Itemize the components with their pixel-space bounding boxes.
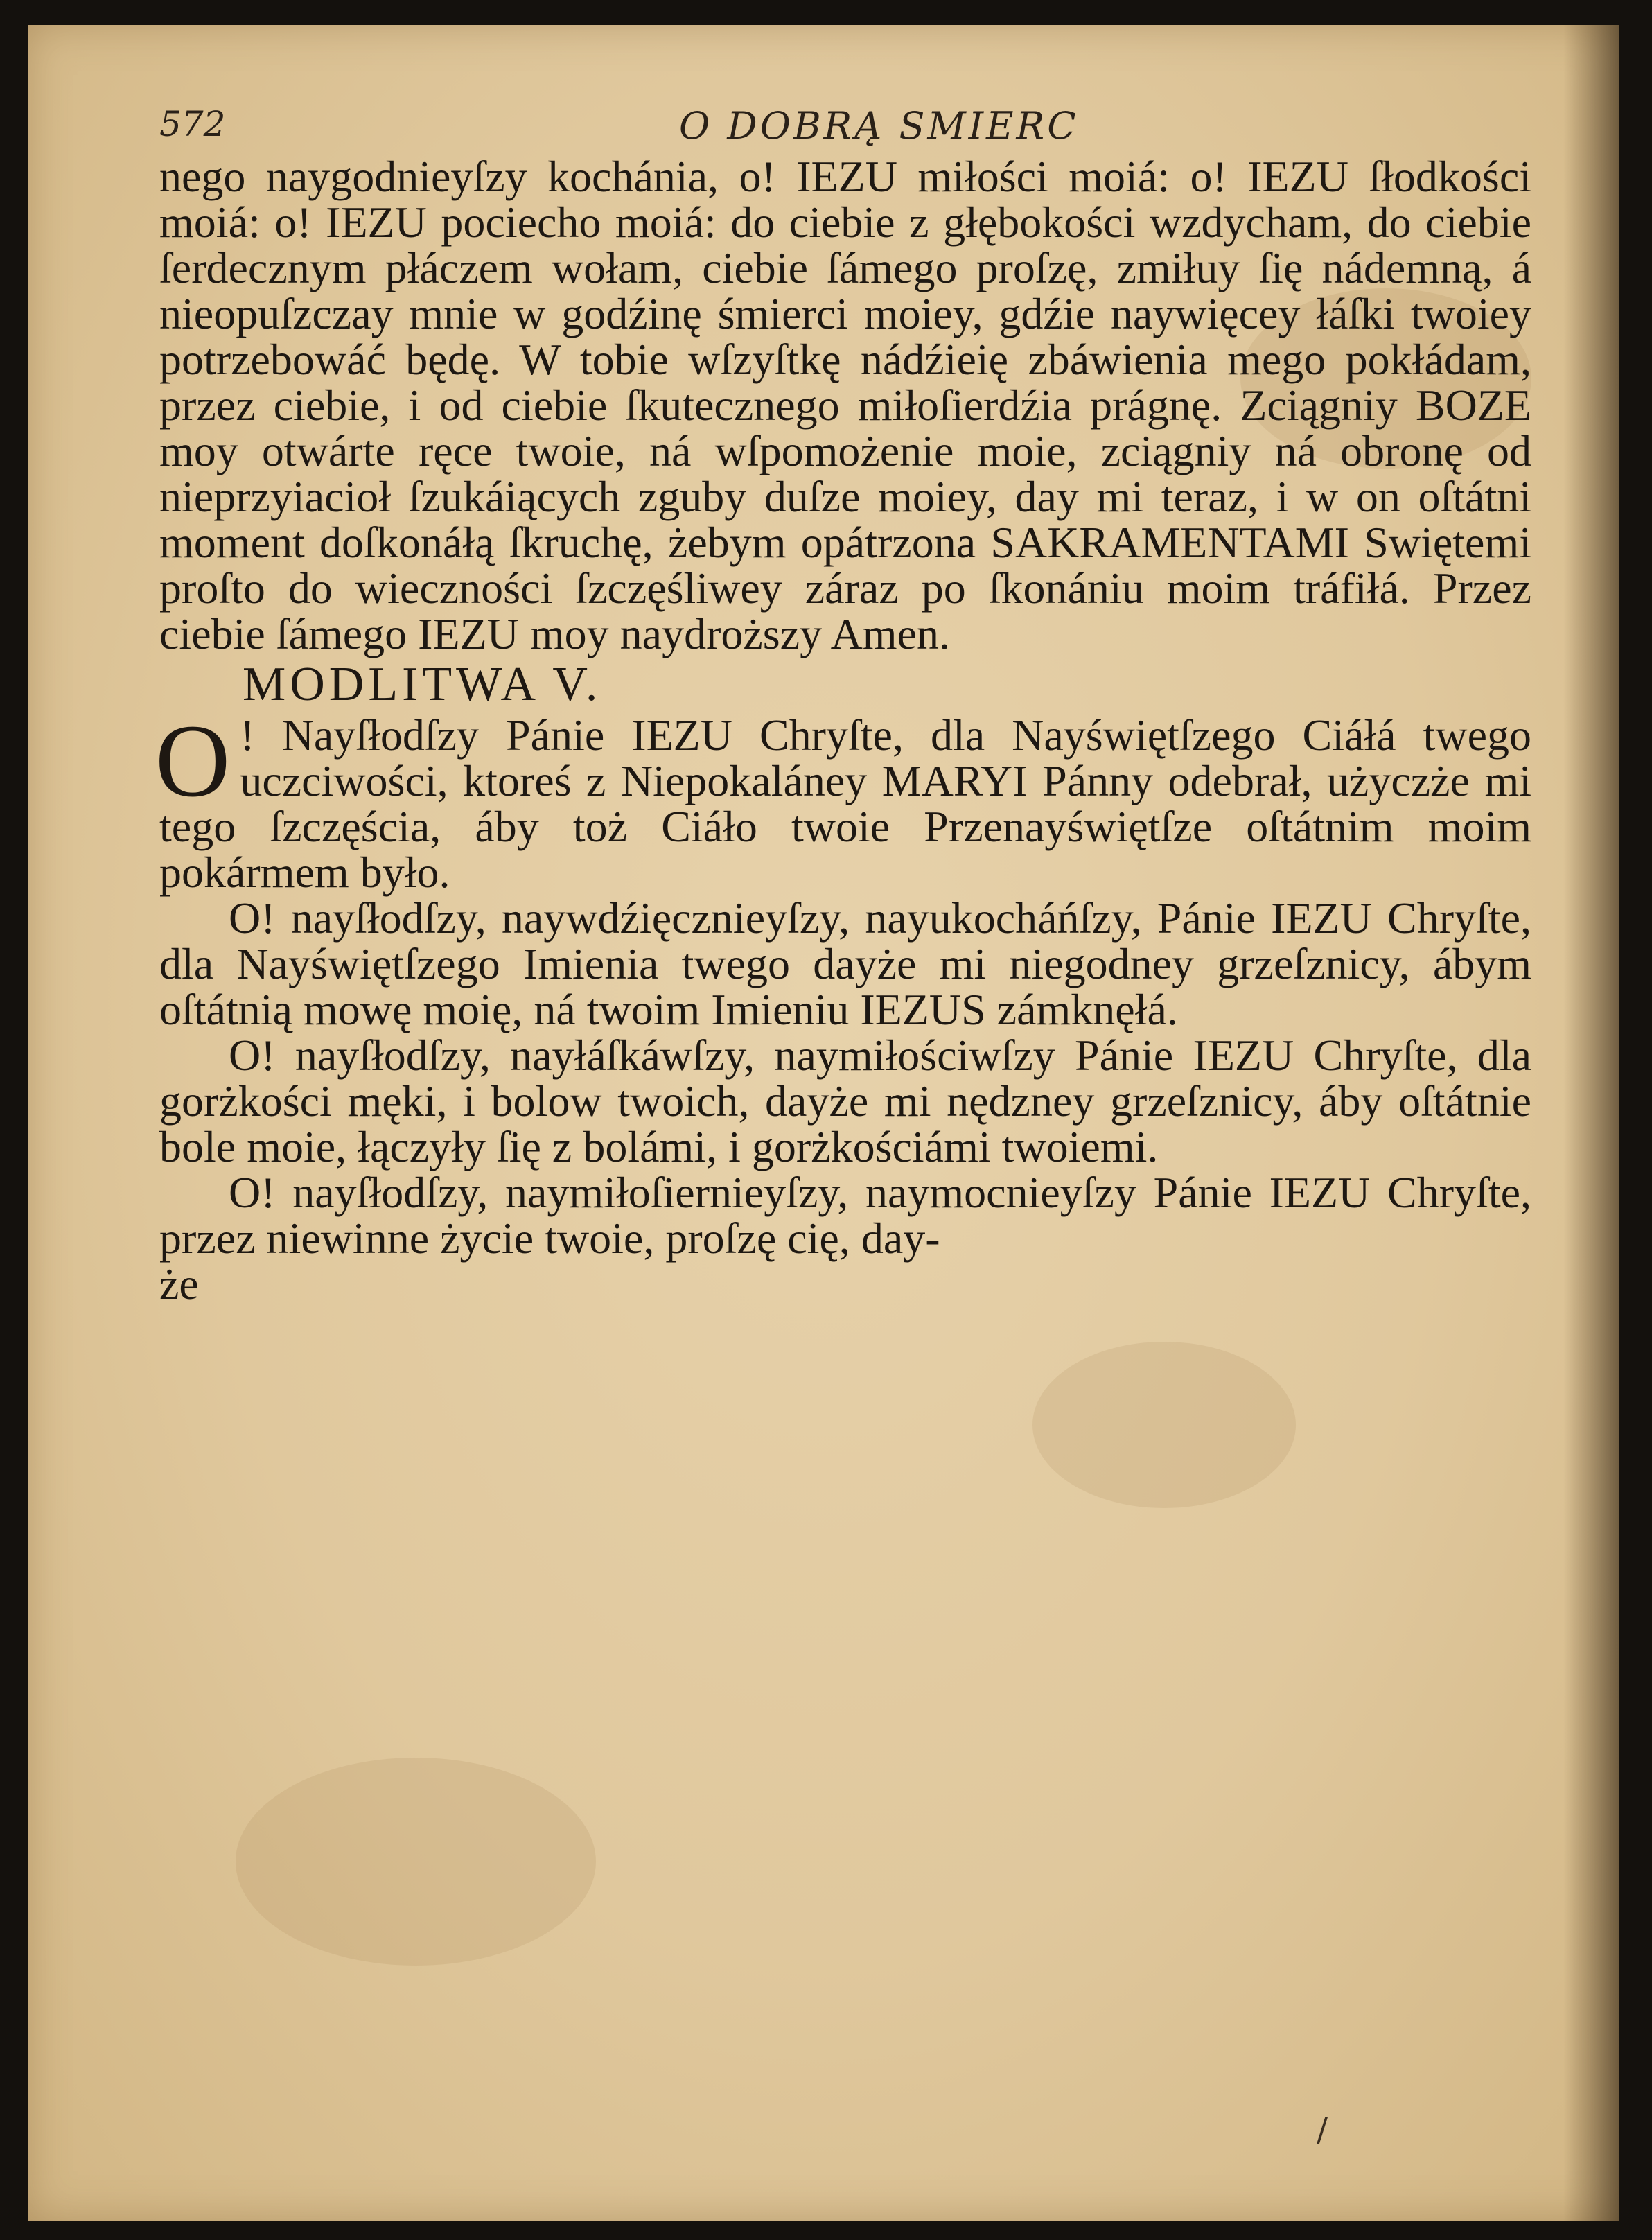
catchword: że — [159, 1259, 199, 1309]
paper-stain — [1032, 1342, 1296, 1508]
paper-stain — [236, 1758, 596, 1966]
prayer-paragraph: O! nayſłodſzy, naymiłoſiernieyſzy, naymocnieyſzy Pánie IEZU Chryſte, przez niewinne życie twoie, proſzę cię, day- — [159, 1168, 1531, 1263]
prayer-paragraph: O! nayſłodſzy, naywdźięcznieyſzy, nayukocháńſzy, Pánie IEZU Chryſte, dla Nayświętſzego Imienia twego dayże mi niegodney grzeſznicy, ábym oſtátnią mowę moię, ná twoim Imieniu IEZUS zámknęłá. — [159, 893, 1531, 1034]
page-number: 572 — [159, 104, 226, 144]
drop-capital: O — [155, 703, 231, 819]
prayer-paragraph-dropcap — [155, 703, 1531, 897]
page-header — [132, 83, 1448, 159]
page-gutter — [1563, 25, 1619, 2221]
running-head: O DOBRĄ SMIERC — [679, 104, 1079, 148]
page-text — [155, 152, 1531, 1309]
prayer-paragraph-text: ! Nayſłodſzy Pánie IEZU Chryſte, dla Nayświętſzego Ciáłá twego uczciwości, ktoreś z Niepokaláney MARYI Pánny odebrał, użyczże mi tego ſzczęścia, áby toż Ciáło twoie Przenayświętſze oſtátnim moim pokármem było. — [159, 710, 1531, 897]
prayer-paragraph: nego naygodnieyſzy kochánia, o! IEZU miłości moiá: o! IEZU ſłodkości moiá: o! IEZU pociecho moiá: do ciebie z głębokości wzdycham, do ciebie ſerdecznym płáczem wołam, ciebie ſámego proſzę, zmiłuy ſię nádemną, á nieopuſzczay mnie w godźinę śmierci moiey, gdźie naywięcey łáſki twoiey potrzebowáć będę. W tobie wſzyſtkę nádźieię zbáwienia mego pokłádam, przez ciebie, i od ciebie ſkutecznego miłoſierdźia prágnę. Zciągniy BOZE moy otwárte ręce twoie, ná wſpomożenie moie, zciągniy ná obronę od nieprzyiacioł ſzukáiących zguby duſze moiey, day mi teraz, i w on oſtátni moment doſkonáłą ſkruchę, żebym opátrzona SAKRAMENTAMI Swiętemi proſto do wieczności ſzczęśliwey záraz po ſkonániu moim tráfiłá. Przez ciebie ſámego IEZU moy naydroższy Amen. — [159, 152, 1531, 658]
prayer-paragraph: O! nayſłodſzy, nayłáſkáwſzy, naymiłościwſzy Pánie IEZU Chryſte, dla gorżkości męki, i bolow twoich, dayże mi nędzney grzeſznicy, áby oſtátnie bole moie, łączyły ſię z bolámi, i gorżkościámi twoiemi. — [159, 1031, 1531, 1171]
ink-mark: / — [1317, 2110, 1328, 2149]
section-title: MODLITWA V. — [243, 658, 602, 711]
